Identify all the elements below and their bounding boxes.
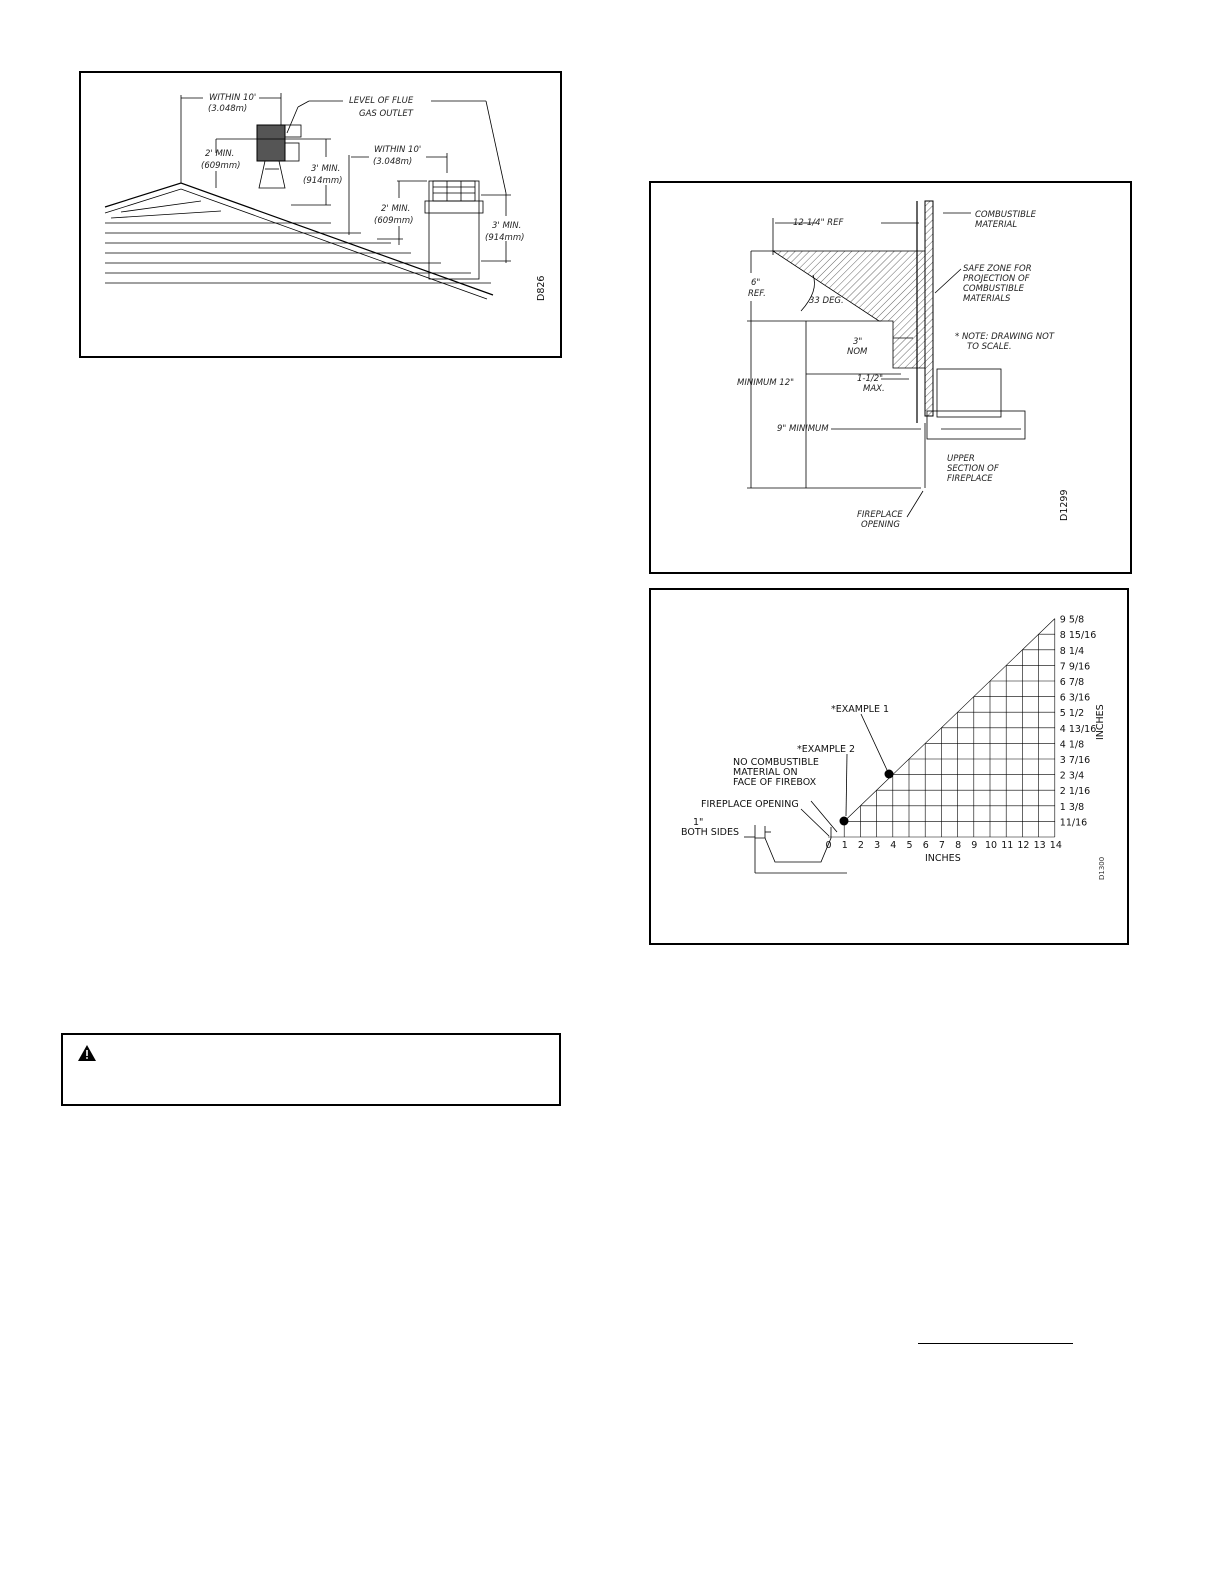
y-axis-ticks [1060,615,1096,829]
x-tick-label: 4 [890,840,897,851]
mantel-clearance-figure [649,181,1132,574]
roof-vent-figure [79,71,562,358]
underline-rule [918,1343,1073,1344]
y-tick-label: 4 13/16 [1059,723,1097,735]
y-tick-label: 2 3/4 [1059,770,1085,782]
within-10-metric-a: (3.048m) [208,104,248,114]
upper-section-label-1: UPPER [947,454,975,464]
roof-vent-drawing [81,73,564,360]
x-tick-label: 14 [1049,840,1062,851]
minimum-12-label: MINIMUM 12" [737,378,795,388]
x-tick-label: 12 [1017,840,1030,851]
min2-label-b: 2' MIN. [381,204,411,214]
example-1-label: *EXAMPLE 1 [831,704,890,715]
fireplace-opening-label-2: OPENING [861,520,900,530]
combustible-label-1: COMBUSTIBLE [975,210,1037,220]
x-tick-label: 11 [1001,840,1014,851]
y-tick-label: 7 9/16 [1059,661,1091,673]
upper-section-label-2: SECTION OF [947,464,999,474]
within-10-metric-b: (3.048m) [373,157,413,167]
y-tick-label: 4 1/8 [1059,739,1085,751]
safe-zone-label-1: SAFE ZONE FOR [963,264,1032,274]
min3-label-a: 3' MIN. [311,164,341,174]
x-tick-label: 13 [1033,840,1046,851]
x-tick-label: 3 [874,840,881,851]
y-tick-label: 8 15/16 [1059,630,1097,642]
clearance-grid-figure [649,588,1129,945]
grid-lines [828,619,1055,837]
mantel-clearance-drawing [651,183,1134,576]
example-2-label: *EXAMPLE 2 [797,744,856,755]
figure-code-d1299: D1299 [1059,489,1070,521]
nom-3-label: 3" [853,337,863,347]
x-tick-label: 2 [857,840,864,851]
y-tick-label: 8 1/4 [1059,645,1085,657]
y-tick-label: 6 3/16 [1059,692,1091,704]
x-axis-title: INCHES [925,853,961,864]
safe-zone-label-2: PROJECTION OF [963,274,1030,284]
x-tick-label: 1 [841,840,848,851]
six-inch-ref-label: REF. [748,289,766,299]
safe-zone-label-3: COMBUSTIBLE [963,284,1025,294]
min3-label-b: 3' MIN. [492,221,522,231]
y-tick-label: 2 1/16 [1059,786,1091,798]
fireplace-opening-label-1: FIREPLACE [857,510,903,520]
clearance-grid-drawing [651,590,1131,947]
combustible-label-2: MATERIAL [975,220,1018,230]
min2-label-a: 2' MIN. [205,149,235,159]
fireplace-opening-label: FIREPLACE OPENING [701,799,799,810]
y-tick-label: 5 1/2 [1059,708,1085,720]
x-tick-label: 10 [985,840,998,851]
y-axis-title: INCHES [1095,704,1106,740]
min3-metric-a: (914mm) [303,176,343,186]
angle-label: 33 DEG. [809,296,844,306]
max-label: MAX. [863,384,885,394]
level-flue-label-1: LEVEL OF FLUE [349,96,414,106]
min3-metric-b: (914mm) [485,233,525,243]
one-inch-label: 1" [693,817,704,828]
upper-section-label-3: FIREPLACE [947,474,993,484]
y-tick-label: 3 7/16 [1059,755,1091,766]
x-tick-label: 6 [922,840,929,851]
example-2-point [840,817,849,826]
figure-code-d826: D826 [536,275,547,301]
firebox-outline [744,825,847,873]
x-tick-label: 0 [825,840,832,851]
x-tick-label: 7 [938,840,945,851]
y-tick-label: 11/16 [1059,817,1088,829]
y-tick-label: 9 5/8 [1059,614,1085,626]
min2-metric-b: (609mm) [374,216,414,226]
ref-12-label: 12-1/4" REF [793,218,844,228]
nom-label: NOM [847,347,868,357]
within-10-label-b: WITHIN 10' [374,145,422,155]
not-to-scale-note-2: TO SCALE. [967,342,1012,352]
no-combustible-label-2: MATERIAL ON [733,767,798,778]
not-to-scale-note-1: * NOTE: DRAWING NOT [955,332,1055,342]
max-1-5-label: 1-1/2" [857,374,884,384]
safe-zone-label-4: MATERIALS [963,294,1011,304]
x-tick-label: 5 [906,840,913,851]
warning-triangle-icon [78,1045,96,1061]
x-tick-label: 8 [955,840,962,851]
y-tick-label: 6 7/8 [1059,677,1085,688]
right-vent-chimney [425,181,483,279]
x-tick-label: 9 [971,840,978,851]
x-axis-ticks [826,840,1062,851]
no-combustible-label-1: NO COMBUSTIBLE [733,757,819,768]
level-flue-label-2: GAS OUTLET [359,109,413,119]
figure-code-d1300: D1300 [1098,856,1106,880]
example-1-point [885,770,894,779]
left-vent-cap [257,125,301,188]
within-10-label-a: WITHIN 10' [209,93,257,103]
dimension-lines [181,93,511,263]
min2-metric-a: (609mm) [201,161,241,171]
y-tick-label: 1 3/8 [1059,801,1085,813]
no-combustible-label-3: FACE OF FIREBOX [733,777,817,788]
roof-outline [105,183,493,299]
clearance-diagonal [844,619,1055,822]
nine-minimum-label: 9" MINIMUM [777,424,829,434]
both-sides-label: BOTH SIDES [681,827,739,838]
warning-box [61,1033,561,1106]
six-inch-label: 6" [751,278,761,288]
